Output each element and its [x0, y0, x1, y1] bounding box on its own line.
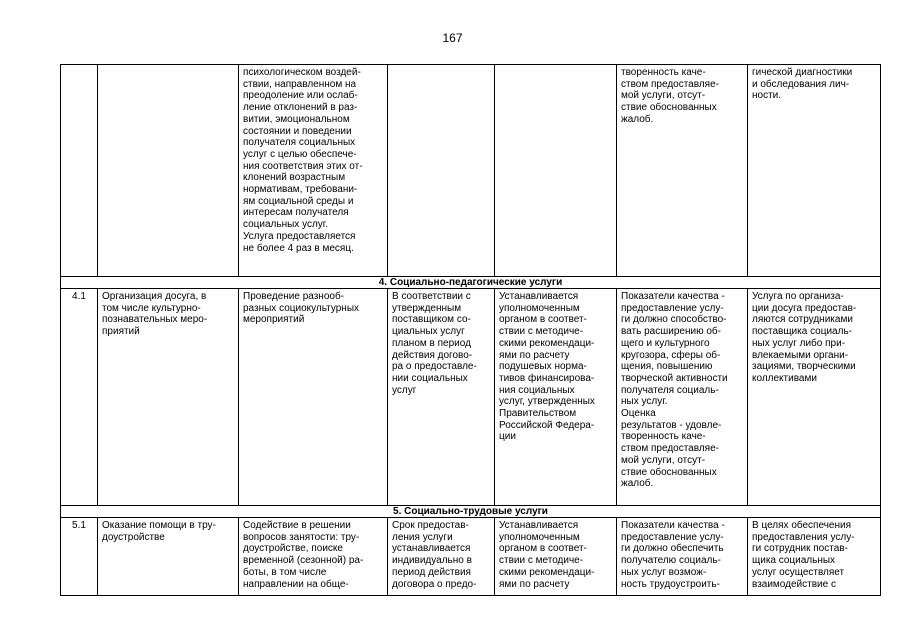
cell-service-norm: Устанавливается уполномоченным органом в соответ- ствии с методиче- скими рекомендаци- ями по расчету: [495, 518, 617, 596]
cell-service-norm: Устанавливается уполномоченным органом в соответ- ствии с методиче- скими рекомендаци- ями по расчету подушевых норма- тивов финансирова- ния социальных услуг, утвержденных Правительством Российской Федера- ции: [495, 289, 617, 506]
section-4-title: 4. Социально-педагогические услуги: [61, 277, 881, 289]
cell-number: 5.1: [61, 518, 98, 596]
cell-number: 4.1: [61, 289, 98, 506]
cell-service-description: психологическом воздей- ствии, направленном на преодоление или ослаб- ление отклонений в раз- витии, эмоциональном состоянии и поведении получателя социальных услуг с целью обеспече- ния соответствия этих от- клонений возрастным нормативам, требовани- ям социальной среды и интересам получателя социальных услуг. Услуга предоставляется не более 4 раз в месяц.: [239, 65, 388, 277]
cell-service-name: Организация досуга, в том числе культурно- познавательных меро- приятий: [98, 289, 239, 506]
cell-service-description: Содействие в решении вопросов занятости: тру- доустройстве, поиске временной (сезонной) ра- боты, в том числе направлении на обще-: [239, 518, 388, 596]
cell-service-quality: Показатели качества - предоставление услу- ги должно обеспечить получателю социаль- ных услуг возмож- ность трудоустроить-: [617, 518, 748, 596]
cell-service-terms: В соответствии с утвержденным поставщиком со- циальных услуг планом в период действия догово- ра о предоставле- нии социальных услуг: [388, 289, 495, 506]
cell-service-terms: Срок предостав- ления услуги устанавливается индивидуально в период действия договора о предо-: [388, 518, 495, 596]
table-row-continuation: [61, 65, 881, 277]
page-number: 167: [442, 31, 463, 45]
cell-service-name: Оказание помощи в тру- доустройстве: [98, 518, 239, 596]
cell-service-conditions: Услуга по организа- ции досуга предостав- ляются сотрудниками поставщика социаль- ных услуг либо при- влекаемыми органи- зациями, творческими коллективами: [748, 289, 881, 506]
cell-service-conditions: В целях обеспечения предоставления услу- ги сотрудник постав- щика социальных услуг осуществляет взаимодействие с: [748, 518, 881, 596]
table-row-4-1: [61, 289, 881, 506]
cell-service-conditions: гической диагностики и обследования лич- ности.: [748, 65, 881, 277]
section-header-row: [61, 277, 881, 289]
cell-service-terms: [388, 65, 495, 277]
services-table: [60, 64, 881, 596]
cell-service-norm: [495, 65, 617, 277]
cell-service-quality: творенность каче- ством предоставляе- мой услуги, отсут- ствие обоснованных жалоб.: [617, 65, 748, 277]
cell-service-name: [98, 65, 239, 277]
cell-number: [61, 65, 98, 277]
cell-service-description: Проведение разнооб- разных социокультурных мероприятий: [239, 289, 388, 506]
table-row-5-1: [61, 518, 881, 596]
section-5-title: 5. Социально-трудовые услуги: [61, 506, 881, 518]
section-header-row: [61, 506, 881, 518]
cell-service-quality: Показатели качества - предоставление услу- ги должно способство- вать расширению об- щего и культурного кругозора, сферы об- щения, повышению творческой активности получателя социаль- ных услуг. Оценка результатов - удовле- творенность каче- ством предоставляе- мой услуги, отсут- ствие обоснованных жалоб.: [617, 289, 748, 506]
